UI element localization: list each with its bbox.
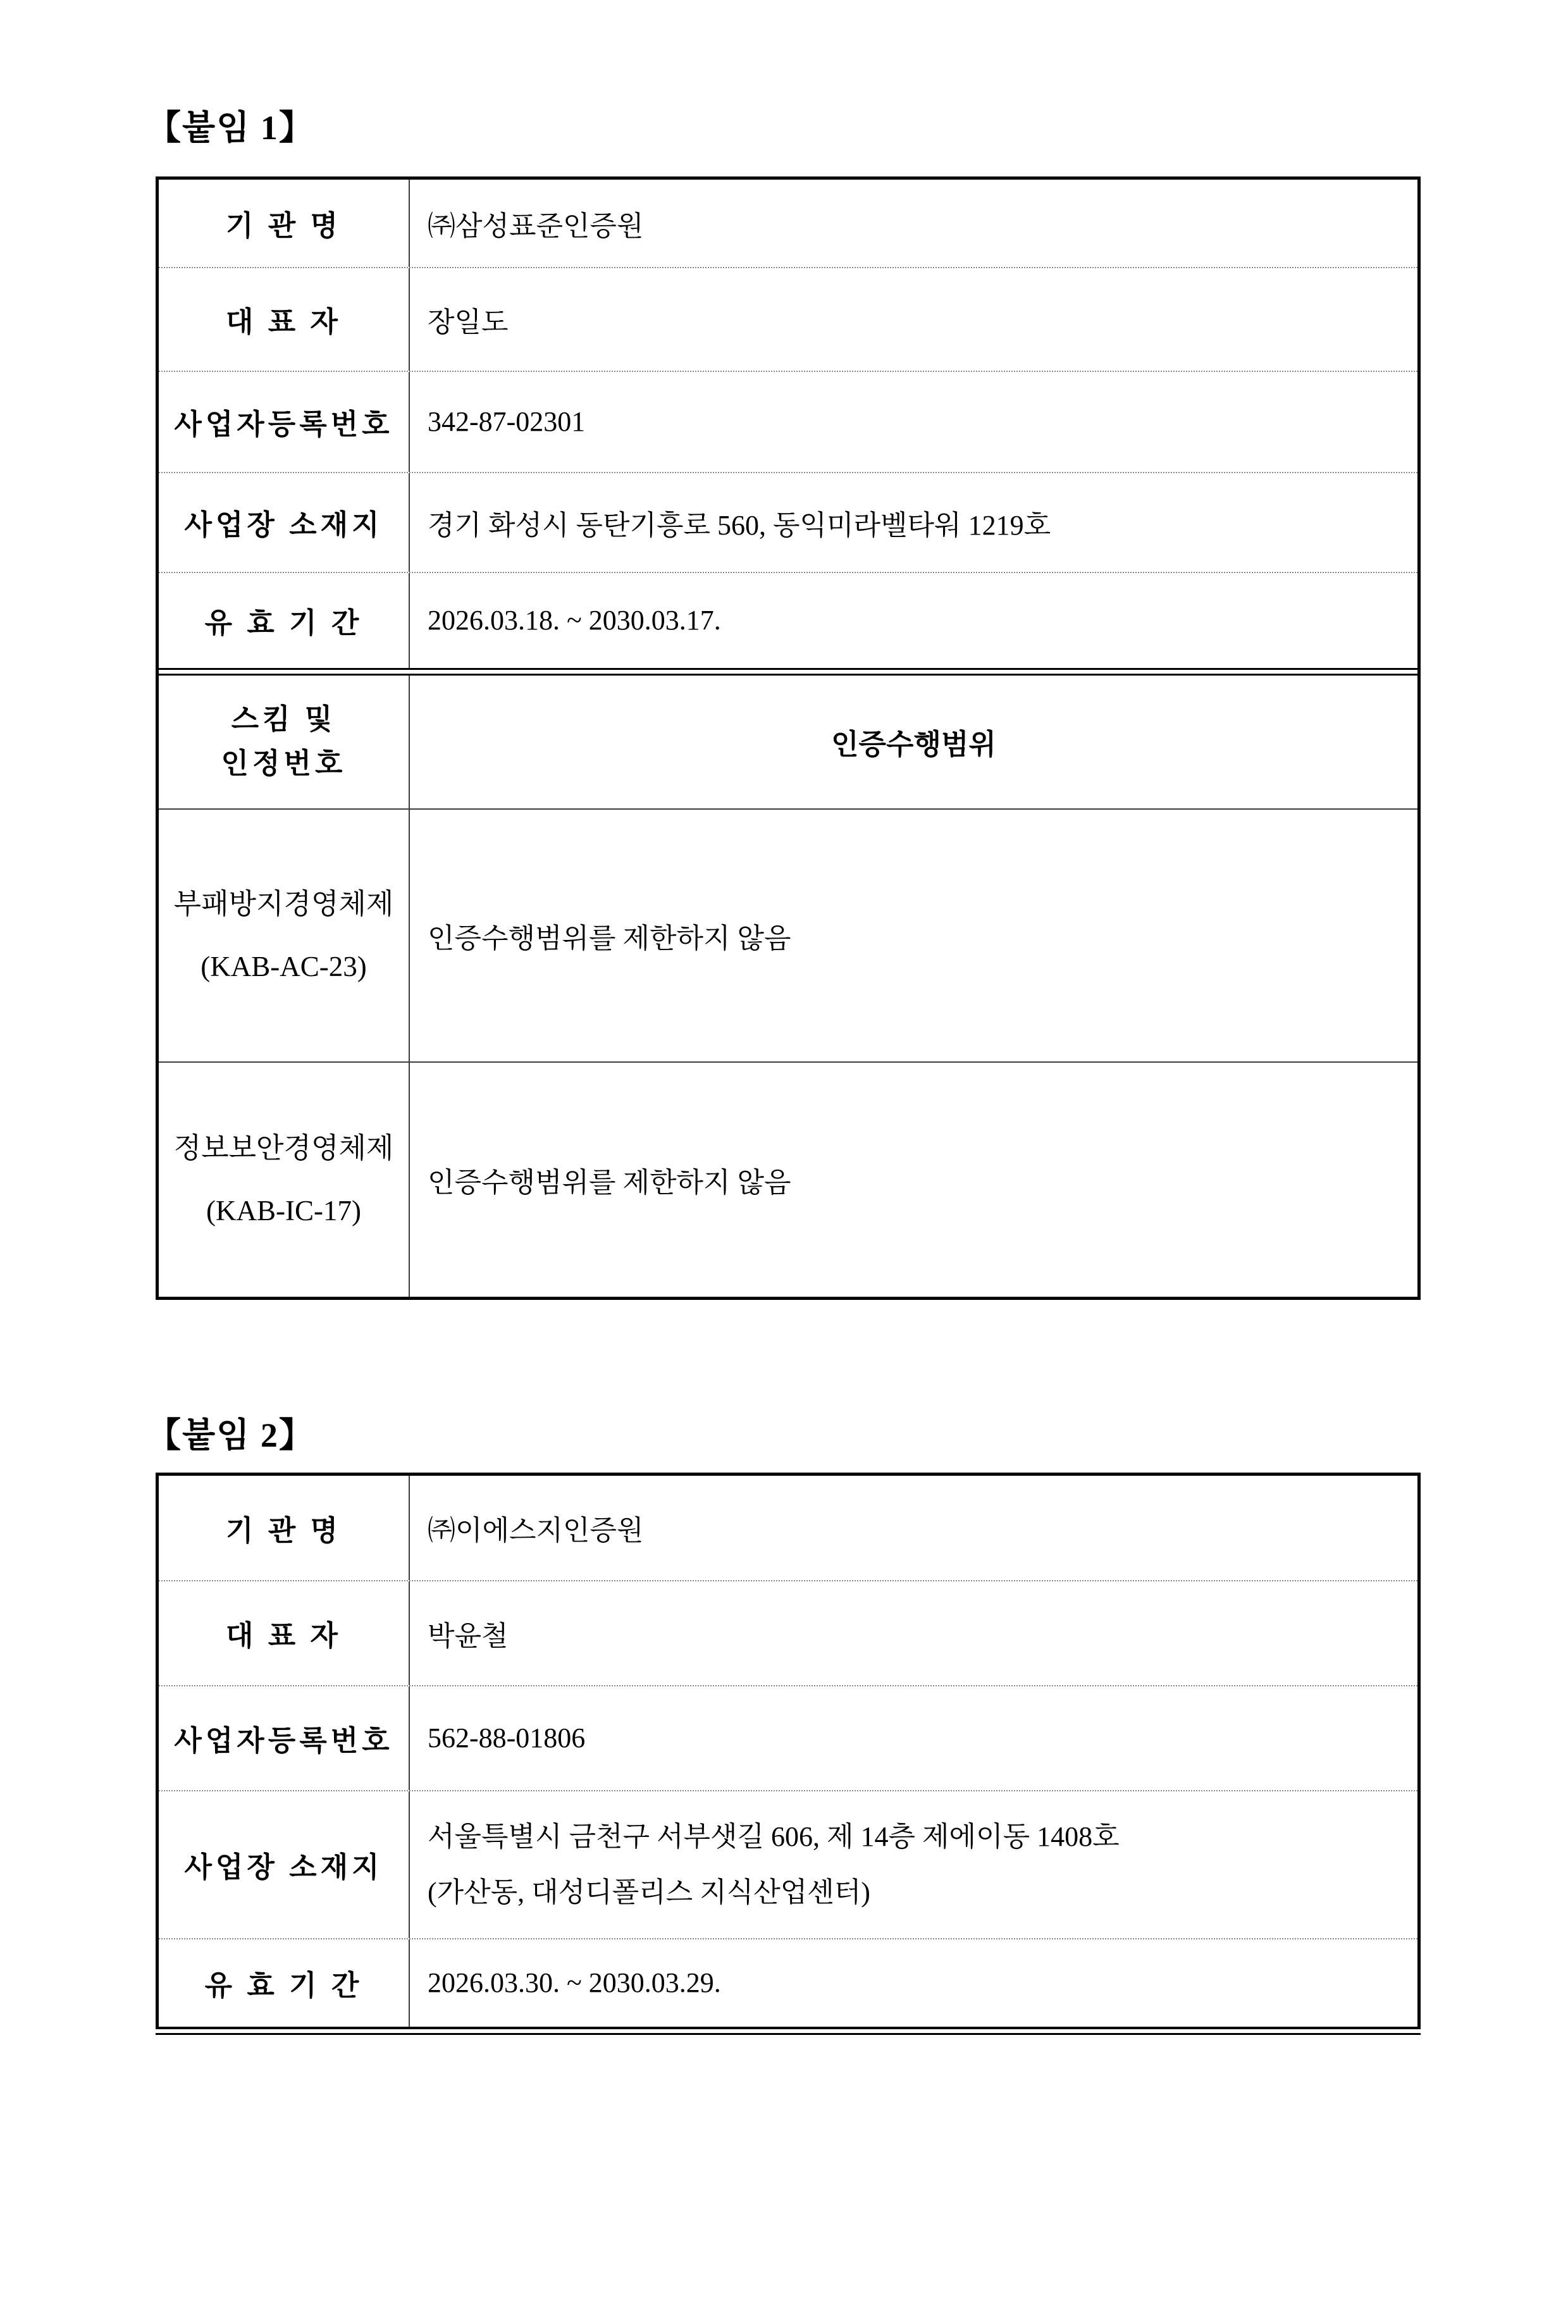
row-value: 경기 화성시 동탄기흥로 560, 동익미라벨타워 1219호: [428, 509, 1051, 541]
row-label: 대 표 자: [159, 1581, 410, 1685]
attachment-2-title: 【붙임 2】: [147, 1416, 314, 1454]
scheme-header-label-line2: 인정번호: [221, 747, 347, 779]
table-row: [159, 1581, 1417, 1686]
row-label: 기 관 명: [159, 180, 410, 267]
scheme-header-row: [159, 676, 1417, 810]
row-value: 342-87-02301: [428, 406, 586, 438]
table-row: [159, 473, 1417, 573]
row-value: ㈜이에스지인증원: [428, 1515, 644, 1547]
table-row: [159, 1791, 1417, 1939]
scheme-row: [159, 810, 1417, 1063]
scheme-name-cell: [159, 810, 410, 1061]
scheme-row: [159, 1063, 1417, 1297]
attachment-1-table: [156, 176, 1421, 1300]
scheme-accreditation-no: (KAB-AC-23): [201, 950, 367, 982]
row-label: 유 효 기 간: [159, 573, 410, 668]
row-value: 박윤철: [428, 1620, 509, 1652]
row-label: 사업장 소재지: [159, 473, 410, 572]
address-line1: 서울특별시 금천구 서부샛길 606, 제 14층 제에이동 1408호: [428, 1820, 1120, 1852]
scheme-name: 정보보안경영체제: [173, 1132, 394, 1164]
scheme-header-label-line1: 스킴 및: [231, 703, 336, 736]
row-value: 2026.03.30. ~ 2030.03.29.: [428, 1967, 721, 1999]
table-row: [159, 1939, 1417, 2027]
address-line2: (가산동, 대성디폴리스 지식산업센터): [428, 1876, 870, 1908]
table-row: [159, 268, 1417, 372]
scheme-accreditation-no: (KAB-IC-17): [206, 1194, 361, 1227]
scheme-scope: 인증수행범위를 제한하지 않음: [428, 1166, 791, 1198]
row-value: 2026.03.18. ~ 2030.03.17.: [428, 605, 721, 636]
scheme-name: 부패방지경영체제: [173, 887, 394, 920]
row-label: 기 관 명: [159, 1476, 410, 1580]
scheme-name-cell: [159, 1063, 410, 1297]
row-label: 사업자등록번호: [159, 1686, 410, 1790]
attachment-1-title: 【붙임 1】: [147, 109, 314, 147]
row-value: 장일도: [428, 306, 509, 338]
row-value: ㈜삼성표준인증원: [428, 210, 644, 242]
table-row: [159, 573, 1417, 668]
table-row: [159, 372, 1417, 473]
document-page: [0, 108, 1568, 2035]
row-value: 562-88-01806: [428, 1722, 586, 1754]
attachment-2-table: [156, 1473, 1421, 2027]
row-value: [410, 1791, 1417, 1938]
table-continuation-border: [156, 2027, 1421, 2035]
table-row: [159, 1476, 1417, 1581]
row-label: 사업자등록번호: [159, 372, 410, 472]
scheme-scope: 인증수행범위를 제한하지 않음: [428, 922, 791, 954]
row-label: 유 효 기 간: [159, 1939, 410, 2027]
row-label: 사업장 소재지: [159, 1791, 410, 1938]
row-label: 대 표 자: [159, 268, 410, 371]
table-row: [159, 180, 1417, 268]
table-row: [159, 1686, 1417, 1791]
section-divider-double-line: [159, 668, 1417, 676]
scheme-header-label: [159, 676, 410, 808]
scheme-header-scope-title: 인증수행범위: [831, 729, 996, 761]
